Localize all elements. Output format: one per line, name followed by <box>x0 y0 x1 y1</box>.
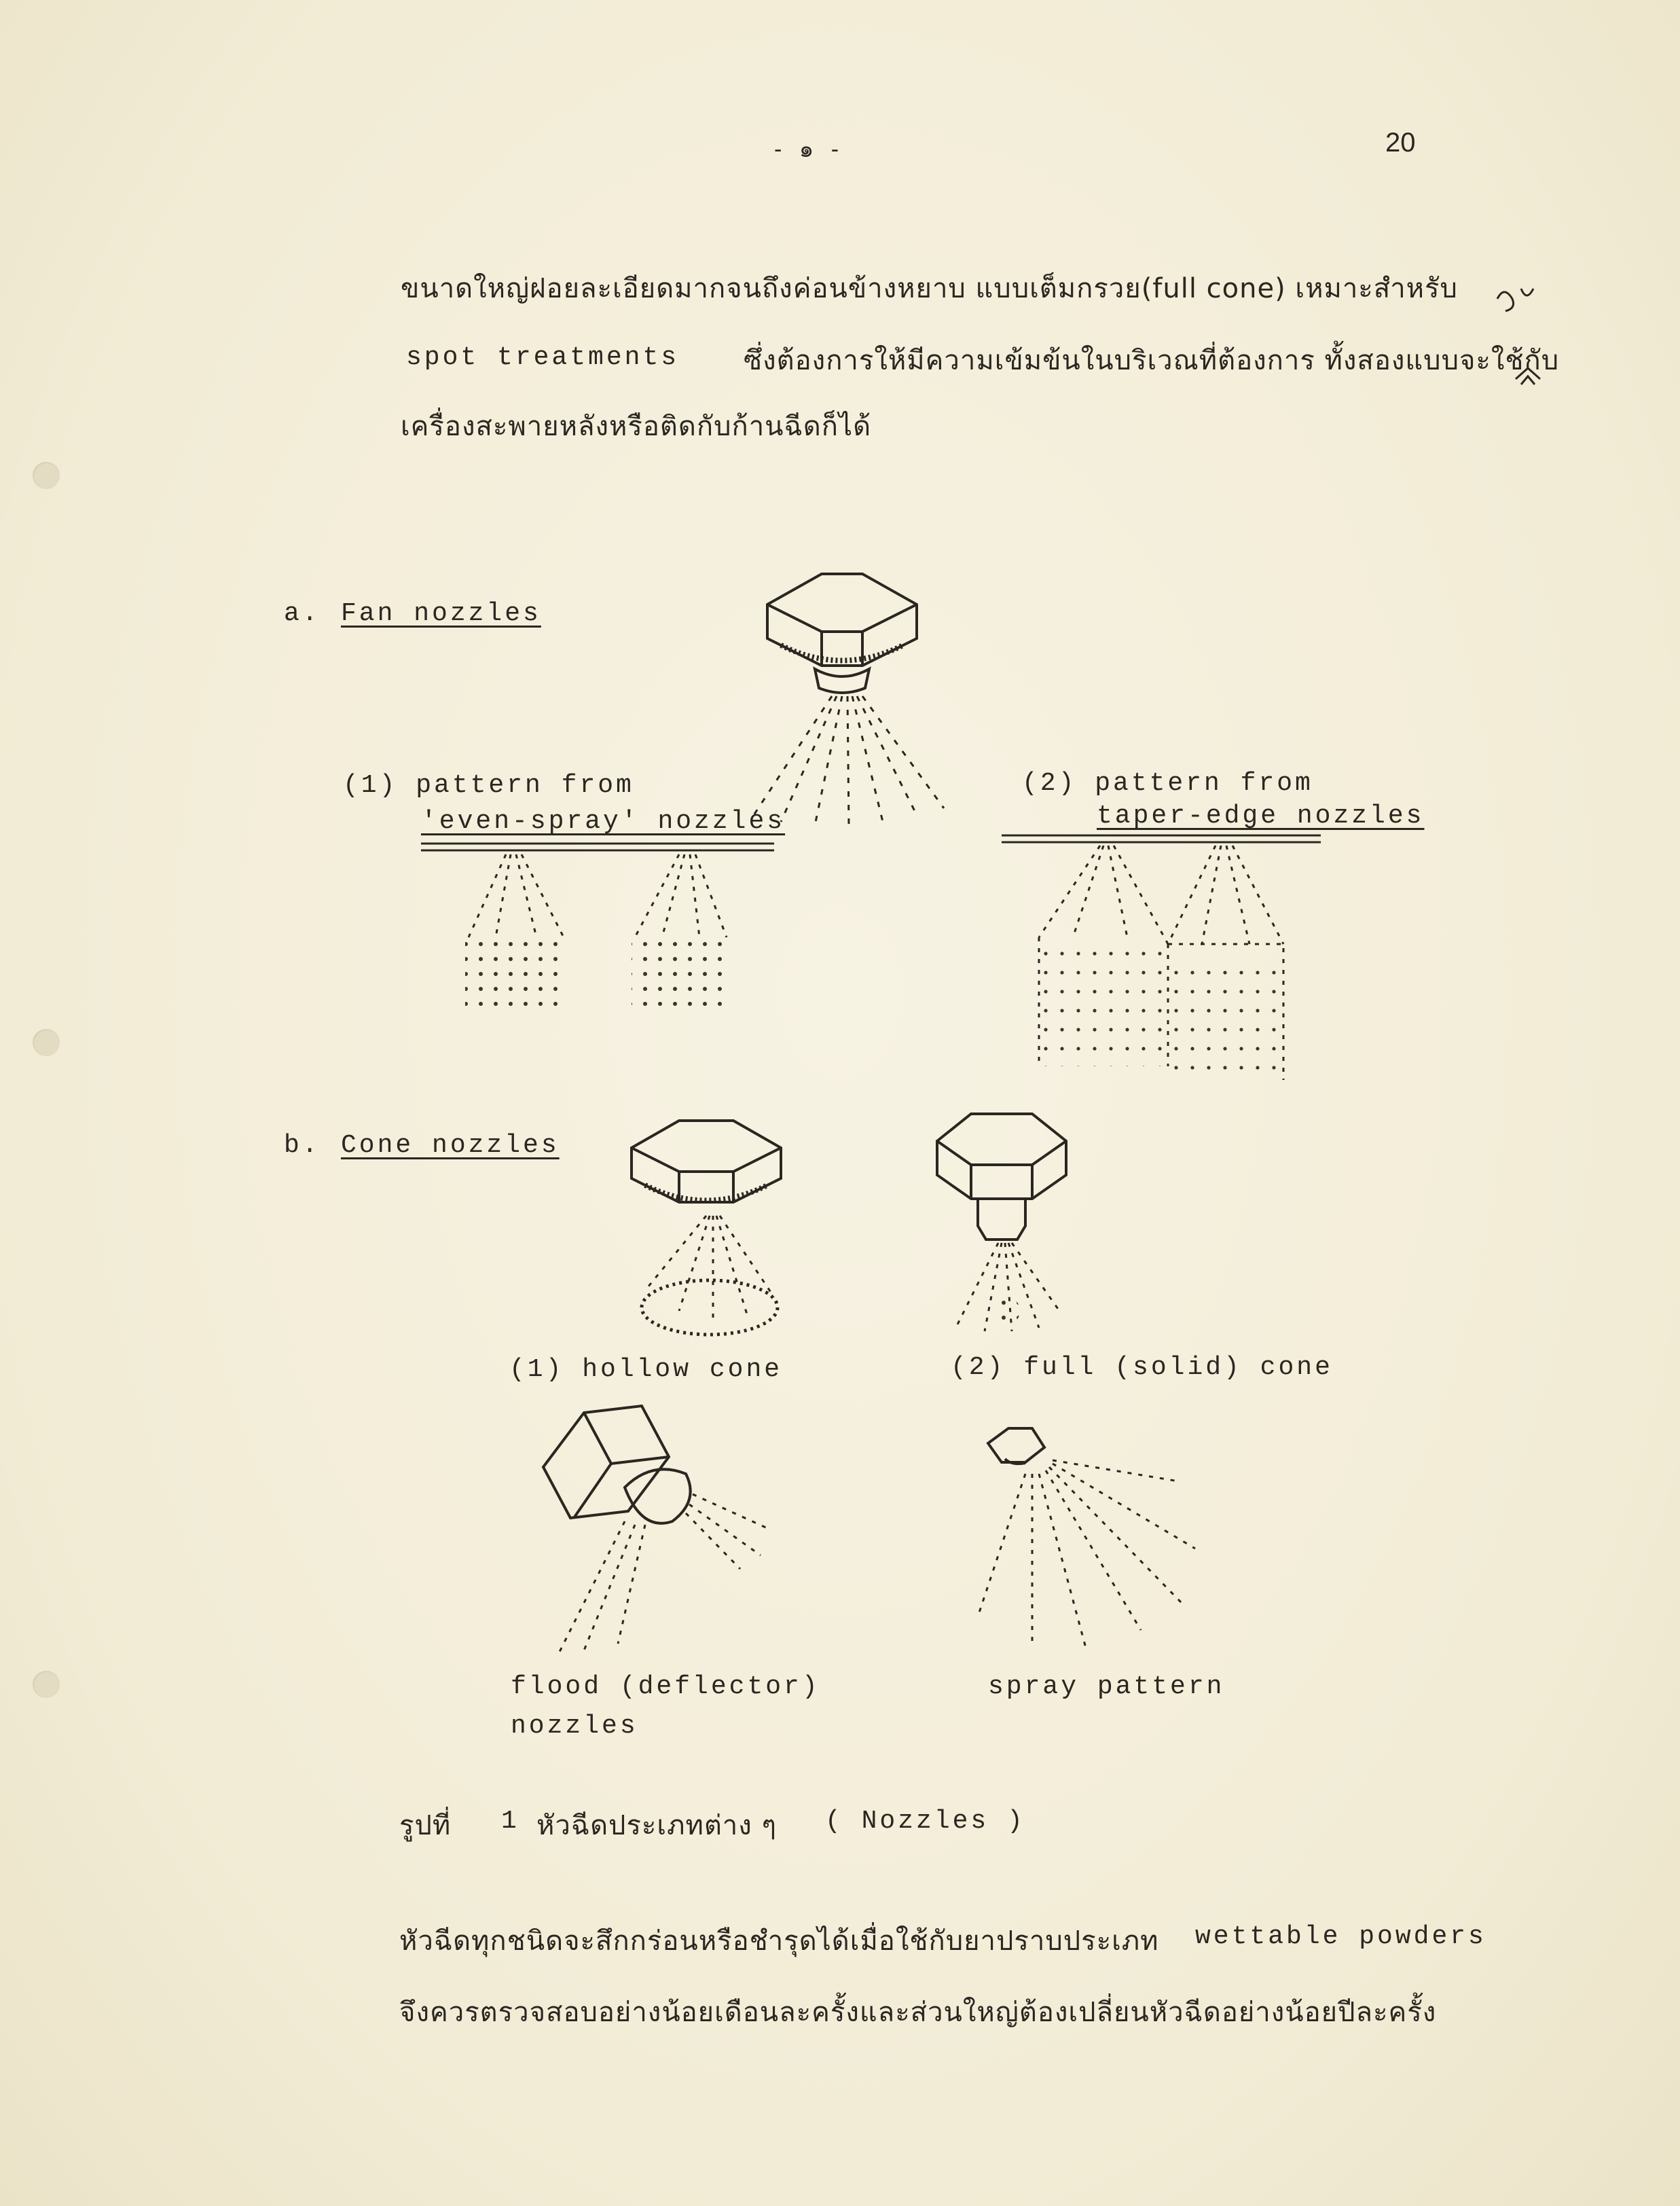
spray-pattern-label: spray pattern <box>988 1672 1225 1701</box>
figure-caption-thai: หัวฉีดประเภทต่าง ๆ <box>536 1810 777 1841</box>
caret-mark <box>1521 376 1535 384</box>
even-spray-pattern-drawing <box>421 844 774 1012</box>
section-b-marker: b. <box>284 1131 321 1160</box>
intro-line-2-latin: spot treatments <box>406 343 680 372</box>
closing-line-2: จึงควรตรวจสอบอย่างน้อยเดือนละครั้งและส่วนใหญ่ต้องเปลี่ยนหัวฉีดอย่างน้อยปีละครั้ง <box>399 1997 1437 2028</box>
fan-pattern-1-line-1: (1) pattern from <box>343 771 634 800</box>
figure-caption-number: 1 <box>501 1807 519 1836</box>
intro-line-2-thai: ซึ่งต้องการให้มีความเข้มข้นในบริเวณที่ต้องการ ทั้งสองแบบจะใช้กับ <box>744 345 1560 376</box>
figure-caption-prefix: รูปที่ <box>399 1810 452 1841</box>
full-cone-drawing <box>937 1114 1066 1331</box>
full-cone-label: (2) full (solid) cone <box>951 1353 1333 1382</box>
figure-caption-english: ( Nozzles ) <box>825 1807 1025 1836</box>
section-a-marker: a. <box>284 599 321 628</box>
section-b-title: Cone nozzles <box>341 1131 560 1160</box>
spray-pattern-drawing <box>978 1428 1195 1650</box>
taper-edge-pattern-drawing <box>1002 835 1321 1080</box>
fan-pattern-2-line-2: taper-edge nozzles <box>1097 801 1425 831</box>
hollow-cone-drawing <box>632 1121 781 1335</box>
closing-line-1-latin: wettable powders <box>1195 1922 1486 1951</box>
fan-pattern-1-line-2: 'even-spray' nozzles <box>421 807 786 836</box>
hollow-cone-label: (1) hollow cone <box>509 1355 783 1384</box>
fan-pattern-2-line-1: (2) pattern from <box>1022 769 1313 798</box>
page-marker: - ๑ - <box>774 137 845 162</box>
intro-line-3: เครื่องสะพายหลังหรือติดกับก้านฉีดก็ได้ <box>401 411 872 442</box>
handwritten-correction <box>1497 289 1540 379</box>
flood-nozzle-drawing <box>543 1406 767 1657</box>
closing-line-1-thai: หัวฉีดทุกชนิดจะสึกกร่อนหรือชำรุดได้เมื่อใช้กับยาปราบประเภท <box>399 1925 1159 1957</box>
flood-nozzle-label-line-2: nozzles <box>511 1712 638 1741</box>
flood-nozzle-label-line-1: flood (deflector) <box>511 1672 820 1701</box>
intro-line-1: ขนาดใหญ่ฝอยละเอียดมากจนถึงค่อนข้างหยาบ แบบเต็มกรวย(full cone) เหมาะสำหรับ <box>401 273 1458 304</box>
page-number: 20 <box>1385 128 1416 158</box>
section-a-title: Fan nozzles <box>341 599 541 628</box>
fan-nozzle-drawing <box>754 574 944 825</box>
